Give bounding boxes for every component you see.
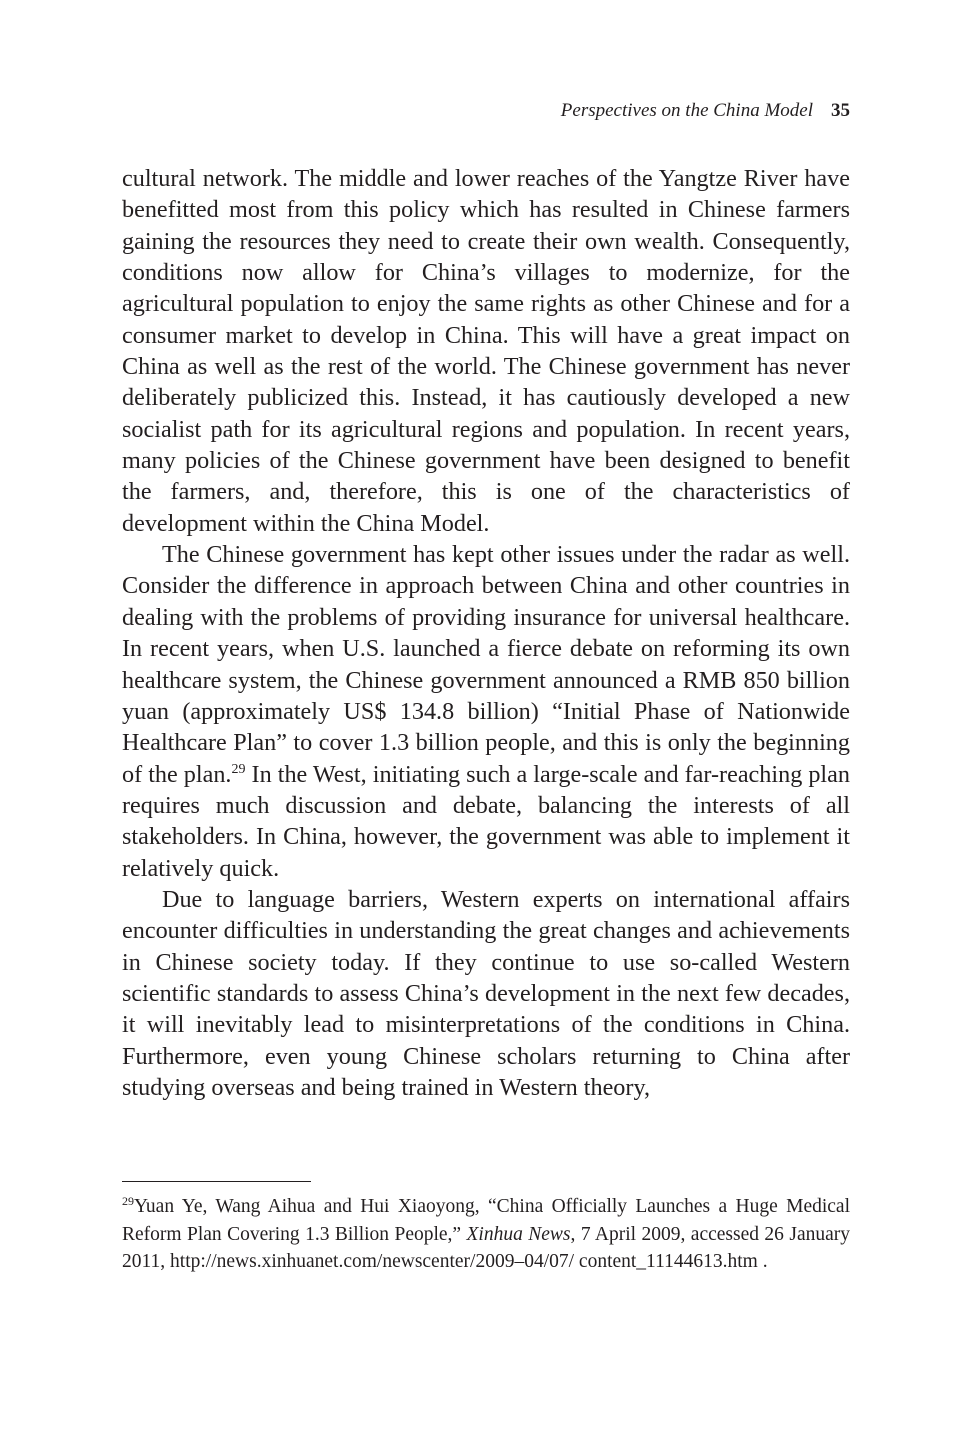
- footnote-rule: [122, 1181, 311, 1182]
- running-head: [561, 98, 850, 124]
- page-number: 35: [831, 100, 850, 121]
- body-text: [122, 163, 850, 1103]
- footnote-reference: 29: [231, 761, 246, 777]
- paragraph-1: cultural network. The middle and lower reaches of the Yangtze River have benefitted most from this policy which has resulted in Chinese farmers gaining the resources they need to create their own wealth. Consequently, conditions now allow for China’s villages to modernize, for the agricultural population to enjoy the same rights as other Chinese and for a consumer market to develop in China. This will have a great impact on China as well as the rest of the world. The Chinese government has never deliberately publicized this. Instead, it has cautiously developed a new socialist path for its agricultural regions and population. In recent years, many policies of the Chinese government have been designed to benefit the farmers, and, therefore, this is one of the characteristics of development within the China Model.: [122, 165, 850, 537]
- footnote-number: 29: [122, 1194, 134, 1208]
- paragraph-3: Due to language barriers, Western experts on international affairs encounter difficulties in understanding the great changes and achievements in Chinese society today. If they continue to use so-called Western scientific standards to assess China’s development in the next few decades, it will inevitably lead to misinterpretations of the conditions in China. Furthermore, even young Chinese scholars returning to China after studying overseas and being trained in Western theory,: [122, 885, 850, 1101]
- paragraph-2-text-a: The Chinese government has kept other issues under the radar as well. Consider the difference in approach between China and other countries in dealing with the problems of providing insurance for universal healthcare. In recent years, when U.S. launched a fierce debate on reforming its own healthcare system, the Chinese government announced a RMB 850 billion yuan (approximately US$ 134.8 billion) “Initial Phase of Nationwide Healthcare Plan” to cover 1.3 billion people, and this is only the beginning of the plan.: [122, 541, 850, 788]
- footnote-text-a: Yuan Ye, Wang Aihua and Hui Xiaoyong, “China Officially Launches a Huge Medical Reform Plan Covering 1.3 Billion People,”: [122, 1196, 850, 1245]
- footnote: [122, 1193, 850, 1276]
- paragraph-2-text-b: In the West, initiating such a large-scale and far-reaching plan requires much discussion and debate, balancing the interests of all stakeholders. In China, however, the government was able to implement it relatively quick.: [122, 760, 850, 882]
- running-head-title: Perspectives on the China Model: [560, 100, 813, 121]
- footnote-text-b: , 7 April 2009, accessed 26 January 2011, http://news.xinhuanet.com/newscenter/2009–04/07/ content_11144613.htm .: [122, 1223, 850, 1272]
- footnote-source-title: Xinhua News: [466, 1223, 571, 1245]
- paragraph-2: [122, 539, 850, 884]
